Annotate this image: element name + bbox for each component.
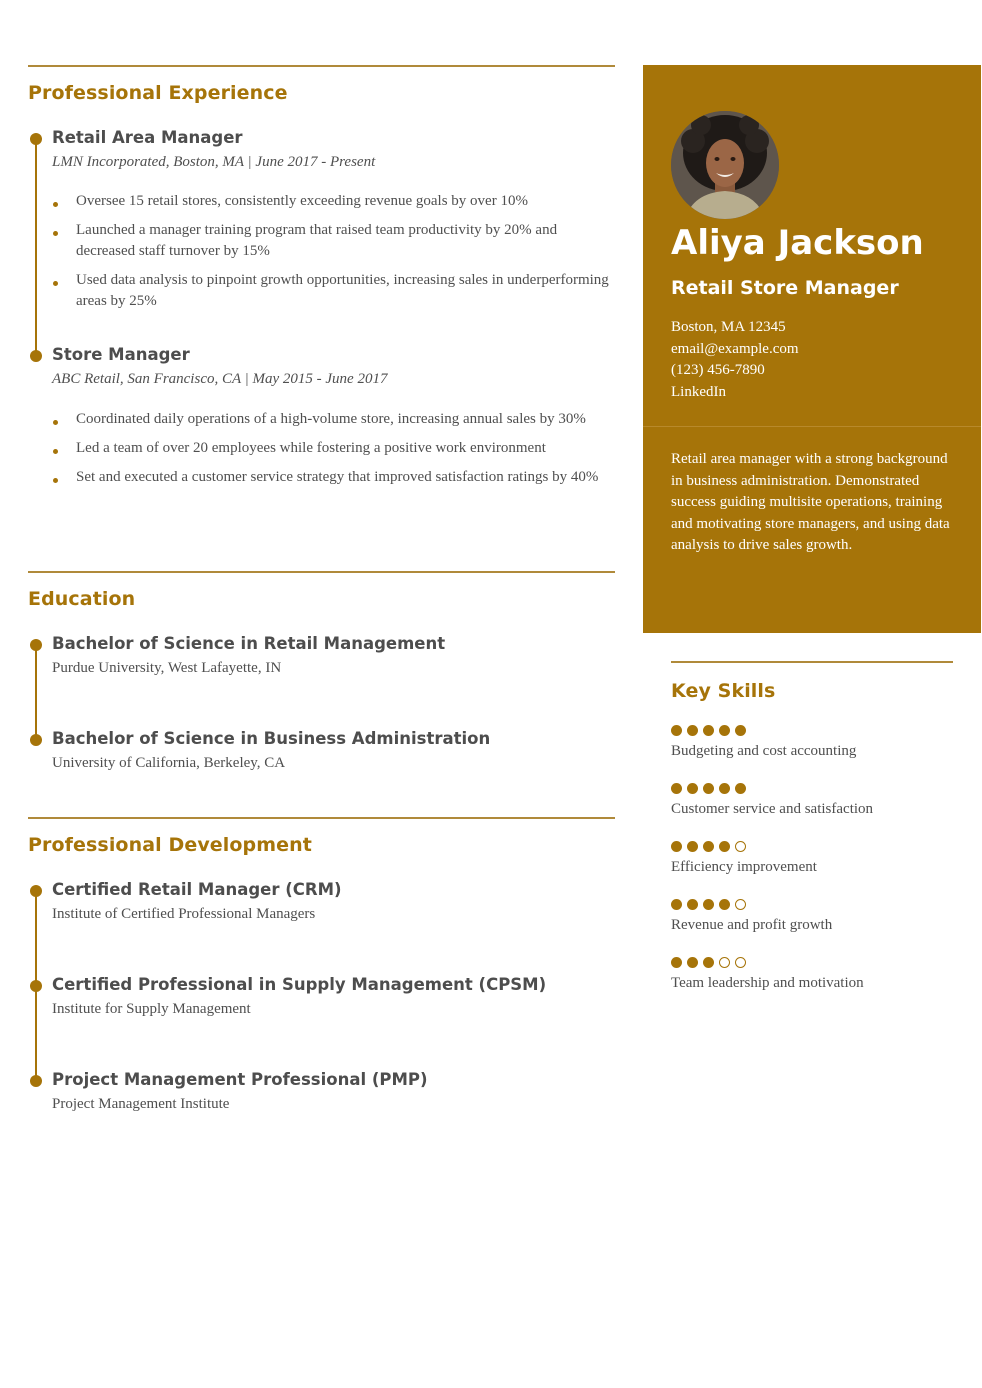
section-title: Professional Experience	[28, 82, 288, 104]
certification-title: Certified Professional in Supply Management (CPSM)	[52, 975, 547, 994]
skill-item	[671, 899, 953, 934]
skill-rating	[671, 957, 953, 968]
section-divider	[671, 661, 953, 663]
section-title: Key Skills	[671, 680, 776, 702]
skill-item	[671, 783, 953, 818]
rating-dot-empty	[719, 957, 730, 968]
bullet-dot	[53, 420, 58, 425]
skill-item	[671, 725, 953, 760]
section-divider	[28, 571, 615, 573]
bullet-text: Set and executed a customer service strategy that improved satisfaction ratings by 40%	[76, 469, 599, 485]
bullet-text: Used data analysis to pinpoint growth opportunities, increasing sales in underperforming areas by 25%	[76, 272, 609, 309]
bullet-dot	[53, 478, 58, 483]
bullet-item	[52, 438, 618, 459]
rating-dot-filled	[719, 841, 730, 852]
rating-dot-filled	[703, 841, 714, 852]
contact-email[interactable]: email@example.com	[671, 340, 799, 357]
skill-rating	[671, 899, 953, 910]
section-divider	[28, 65, 615, 67]
profile-role: Retail Store Manager	[671, 277, 899, 299]
rating-dot-empty	[735, 841, 746, 852]
bullet-dot	[53, 202, 58, 207]
certification-title: Certified Retail Manager (CRM)	[52, 880, 342, 899]
bullet-dot	[53, 449, 58, 454]
timeline-dot	[30, 133, 42, 145]
timeline-dot	[30, 639, 42, 651]
rating-dot-empty	[735, 957, 746, 968]
profile-name: Aliya Jackson	[671, 223, 924, 263]
school-name: Purdue University, West Lafayette, IN	[52, 660, 282, 676]
bullet-item	[52, 409, 618, 430]
bullet-item	[52, 270, 618, 312]
bullet-text: Coordinated daily operations of a high-volume store, increasing annual sales by 30%	[76, 411, 586, 427]
skill-item	[671, 957, 953, 992]
bullet-text: Launched a manager training program that raised team productivity by 20% and decreased staff turnover by 15%	[76, 222, 558, 259]
skill-name: Team leadership and motivation	[671, 975, 864, 991]
rating-dot-filled	[719, 783, 730, 794]
skills-section	[671, 661, 953, 991]
timeline-dot	[30, 980, 42, 992]
experience-section	[28, 65, 615, 104]
contact-linkedin[interactable]: LinkedIn	[671, 383, 726, 400]
skill-name: Efficiency improvement	[671, 859, 817, 875]
skill-rating	[671, 841, 953, 852]
job-bullets	[52, 191, 618, 320]
profile-panel	[643, 65, 981, 633]
rating-dot-filled	[687, 725, 698, 736]
rating-dot-filled	[703, 783, 714, 794]
rating-dot-filled	[687, 841, 698, 852]
bullet-item	[52, 220, 618, 262]
education-section	[28, 571, 615, 610]
job-meta: ABC Retail, San Francisco, CA | May 2015 - June 2017	[52, 371, 388, 387]
rating-dot-filled	[671, 783, 682, 794]
degree-title: Bachelor of Science in Business Administration	[52, 729, 491, 748]
rating-dot-filled	[735, 725, 746, 736]
job-title: Store Manager	[52, 345, 190, 364]
section-title: Education	[28, 588, 136, 610]
rating-dot-filled	[735, 783, 746, 794]
skill-name: Revenue and profit growth	[671, 917, 833, 933]
section-title: Professional Development	[28, 834, 312, 856]
rating-dot-filled	[671, 899, 682, 910]
skill-name: Customer service and satisfaction	[671, 801, 874, 817]
job-meta: LMN Incorporated, Boston, MA | June 2017 - Present	[52, 154, 376, 170]
section-divider	[28, 817, 615, 819]
rating-dot-filled	[671, 725, 682, 736]
development-section	[28, 817, 615, 856]
bullet-dot	[53, 281, 58, 286]
skill-name: Budgeting and cost accounting	[671, 743, 857, 759]
certification-org: Project Management Institute	[52, 1096, 230, 1112]
bullet-dot	[53, 231, 58, 236]
rating-dot-empty	[735, 899, 746, 910]
job-bullets	[52, 409, 618, 496]
rating-dot-filled	[703, 957, 714, 968]
timeline-dot	[30, 1075, 42, 1087]
rating-dot-filled	[687, 783, 698, 794]
bullet-text: Oversee 15 retail stores, consistently exceeding revenue goals by over 10%	[76, 193, 528, 209]
bullet-item	[52, 191, 618, 212]
avatar	[671, 111, 779, 219]
certification-org: Institute of Certified Professional Managers	[52, 906, 316, 922]
skill-rating	[671, 783, 953, 794]
timeline-dot	[30, 350, 42, 362]
timeline-line	[35, 140, 37, 358]
certification-org: Institute for Supply Management	[52, 1001, 251, 1017]
rating-dot-filled	[719, 725, 730, 736]
contact-info	[671, 317, 799, 403]
contact-phone: (123) 456-7890	[671, 362, 765, 378]
timeline-dot	[30, 885, 42, 897]
contact-address: Boston, MA 12345	[671, 319, 786, 335]
rating-dot-filled	[671, 841, 682, 852]
rating-dot-filled	[703, 725, 714, 736]
rating-dot-filled	[719, 899, 730, 910]
avatar-photo	[671, 111, 779, 219]
profile-summary: Retail area manager with a strong background in business administration. Demonstrated success guiding multisite operations, training and motivating store managers, and using data analysis to drive sales growth.	[671, 451, 950, 553]
rating-dot-filled	[687, 957, 698, 968]
degree-title: Bachelor of Science in Retail Management	[52, 634, 446, 653]
job-title: Retail Area Manager	[52, 128, 243, 147]
timeline-line	[35, 646, 37, 742]
school-name: University of California, Berkeley, CA	[52, 755, 286, 771]
rating-dot-filled	[687, 899, 698, 910]
timeline-dot	[30, 734, 42, 746]
rating-dot-filled	[671, 957, 682, 968]
bullet-text: Led a team of over 20 employees while fostering a positive work environment	[76, 440, 546, 456]
panel-divider	[643, 426, 981, 427]
skill-item	[671, 841, 953, 876]
skill-rating	[671, 725, 953, 736]
rating-dot-filled	[703, 899, 714, 910]
bullet-item	[52, 467, 618, 488]
certification-title: Project Management Professional (PMP)	[52, 1070, 428, 1089]
